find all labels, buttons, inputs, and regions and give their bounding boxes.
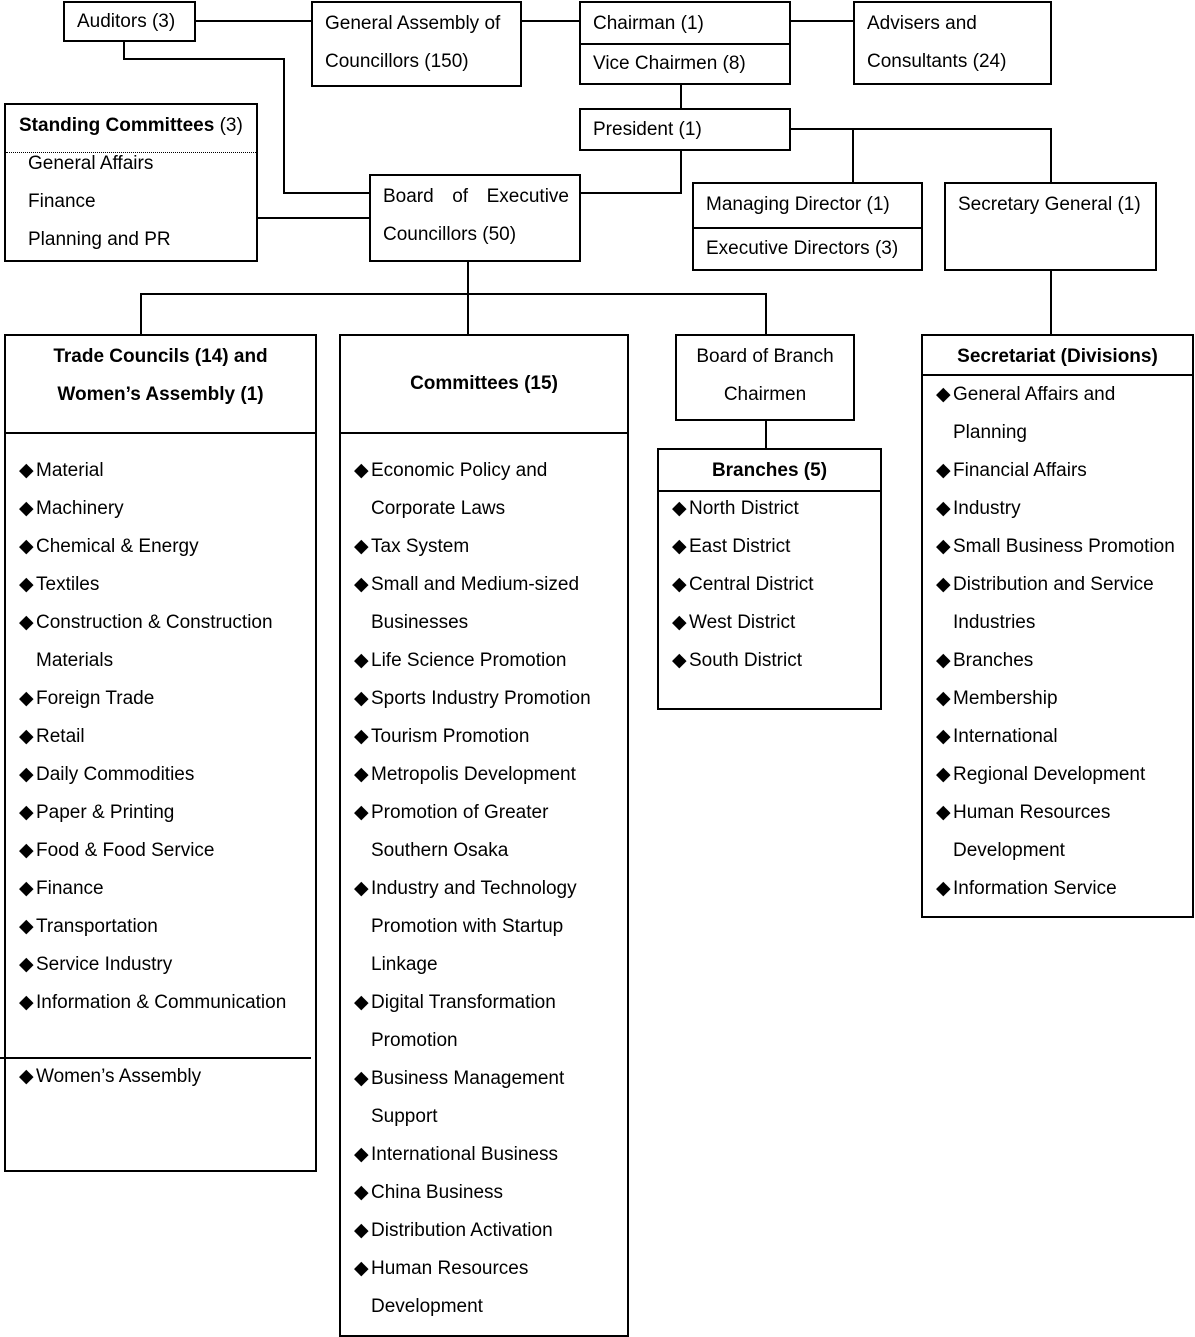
chairman-box bbox=[579, 1, 791, 85]
list-item: ◆ Transportation bbox=[19, 908, 309, 946]
diamond-icon: ◆ bbox=[19, 840, 34, 861]
managing-director-box bbox=[692, 182, 923, 271]
diamond-icon: ◆ bbox=[19, 460, 34, 481]
diamond-icon: ◆ bbox=[354, 460, 369, 481]
committees-list bbox=[354, 452, 624, 1326]
diamond-icon: ◆ bbox=[19, 764, 34, 785]
diamond-icon: ◆ bbox=[354, 726, 369, 747]
list-item: ◆ Material bbox=[19, 452, 309, 490]
branches-list bbox=[672, 490, 814, 680]
diamond-icon: ◆ bbox=[936, 802, 951, 823]
standing-item: Planning and PR bbox=[28, 229, 171, 250]
list-item: ◆ Digital Transformation Promotion bbox=[354, 984, 581, 1060]
list-item: ◆ Paper & Printing bbox=[19, 794, 309, 832]
line-board-bus bbox=[141, 294, 766, 335]
diamond-icon: ◆ bbox=[19, 878, 34, 899]
list-item: ◆ Metropolis Development bbox=[354, 756, 624, 794]
diamond-icon: ◆ bbox=[19, 992, 34, 1013]
list-item: ◆ West District bbox=[672, 604, 814, 642]
advisers-box bbox=[853, 1, 1052, 85]
list-item: ◆ Industry and Technology Promotion with Startup Linkage bbox=[354, 870, 601, 984]
auditors-label: Auditors (3) bbox=[77, 11, 176, 32]
list-item: ◆ Branches bbox=[936, 642, 1192, 680]
list-item: ◆ Food & Food Service bbox=[19, 832, 309, 870]
list-item: ◆ Retail bbox=[19, 718, 309, 756]
advisers-label-1: Advisers and bbox=[867, 13, 977, 34]
list-item: ◆ Business Management Support bbox=[354, 1060, 591, 1136]
list-item: ◆ Tax System bbox=[354, 528, 624, 566]
diamond-icon: ◆ bbox=[672, 536, 687, 557]
diamond-icon: ◆ bbox=[936, 878, 951, 899]
president-box bbox=[579, 108, 791, 151]
diamond-icon: ◆ bbox=[354, 802, 369, 823]
chairman-label: Chairman (1) bbox=[593, 13, 704, 34]
diamond-icon: ◆ bbox=[19, 574, 34, 595]
list-item: ◆ Women’s Assembly bbox=[19, 1058, 201, 1096]
list-item: ◆ Regional Development bbox=[936, 756, 1192, 794]
list-item: ◆ Life Science Promotion bbox=[354, 642, 624, 680]
diamond-icon: ◆ bbox=[354, 992, 369, 1013]
list-item: ◆ Promotion of Greater Southern Osaka bbox=[354, 794, 591, 870]
line-president-board bbox=[580, 150, 681, 193]
trade-councils-title-1: Trade Councils (14) and bbox=[53, 346, 268, 367]
list-item: ◆ Daily Commodities bbox=[19, 756, 309, 794]
president-label: President (1) bbox=[593, 119, 702, 140]
diamond-icon: ◆ bbox=[19, 612, 34, 633]
diamond-icon: ◆ bbox=[672, 574, 687, 595]
trade-councils-box bbox=[4, 334, 317, 1172]
list-item: ◆ Chemical & Energy bbox=[19, 528, 309, 566]
branches-box bbox=[657, 448, 882, 710]
diamond-icon: ◆ bbox=[354, 878, 369, 899]
branches-title: Branches (5) bbox=[711, 460, 828, 481]
diamond-icon: ◆ bbox=[672, 612, 687, 633]
trade-councils-title-2: Women’s Assembly (1) bbox=[57, 384, 264, 405]
standing-committees-title-text: Standing Committees bbox=[19, 115, 215, 136]
list-item: ◆ Financial Affairs bbox=[936, 452, 1192, 490]
list-item: ◆ Small Business Promotion bbox=[936, 528, 1192, 566]
diamond-icon: ◆ bbox=[19, 916, 34, 937]
list-item: ◆ International Business bbox=[354, 1136, 624, 1174]
standing-item: Finance bbox=[28, 191, 96, 212]
board-executive-label-2: Councillors (50) bbox=[383, 224, 517, 245]
list-item: ◆ North District bbox=[672, 490, 814, 528]
branch-board-label-2: Chairmen bbox=[723, 384, 807, 405]
diamond-icon: ◆ bbox=[354, 650, 369, 671]
committees-divider bbox=[341, 432, 627, 434]
diamond-icon: ◆ bbox=[354, 1220, 369, 1241]
managing-divider bbox=[694, 227, 921, 229]
diamond-icon: ◆ bbox=[354, 688, 369, 709]
diamond-icon: ◆ bbox=[354, 536, 369, 557]
list-item: ◆ Tourism Promotion bbox=[354, 718, 624, 756]
list-item: ◆ Distribution and Service Industries bbox=[936, 566, 1183, 642]
secretary-general-label: Secretary General (1) bbox=[958, 194, 1141, 215]
line-president-secgen bbox=[790, 129, 1051, 183]
list-item: ◆ Membership bbox=[936, 680, 1192, 718]
vice-chairmen-label: Vice Chairmen (8) bbox=[593, 53, 746, 74]
standing-committees-title bbox=[19, 107, 243, 145]
advisers-label-2: Consultants (24) bbox=[867, 51, 1007, 72]
list-item: ◆ Central District bbox=[672, 566, 814, 604]
standing-item: General Affairs bbox=[28, 153, 154, 174]
diamond-icon: ◆ bbox=[936, 764, 951, 785]
list-item: ◆ Machinery bbox=[19, 490, 309, 528]
diamond-icon: ◆ bbox=[936, 498, 951, 519]
diamond-icon: ◆ bbox=[19, 802, 34, 823]
diamond-icon: ◆ bbox=[936, 688, 951, 709]
managing-director-label: Managing Director (1) bbox=[706, 194, 890, 215]
branch-board-label-1: Board of Branch bbox=[696, 346, 834, 367]
list-item: ◆ South District bbox=[672, 642, 814, 680]
list-item: ◆ Industry bbox=[936, 490, 1192, 528]
executive-directors-label: Executive Directors (3) bbox=[706, 238, 899, 259]
womens-assembly-divider bbox=[0, 1057, 311, 1059]
list-item: ◆ Textiles bbox=[19, 566, 309, 604]
diamond-icon: ◆ bbox=[354, 764, 369, 785]
secretary-general-box bbox=[944, 182, 1157, 271]
list-item: ◆ East District bbox=[672, 528, 814, 566]
list-item: ◆ Distribution Activation bbox=[354, 1212, 624, 1250]
diamond-icon: ◆ bbox=[19, 726, 34, 747]
diamond-icon: ◆ bbox=[936, 460, 951, 481]
diamond-icon: ◆ bbox=[672, 650, 687, 671]
list-item: ◆ Construction & Construction Materials bbox=[19, 604, 296, 680]
diamond-icon: ◆ bbox=[19, 688, 34, 709]
list-item: ◆ Finance bbox=[19, 870, 309, 908]
committees-title: Committees (15) bbox=[410, 373, 558, 394]
list-item: ◆ Sports Industry Promotion bbox=[354, 680, 624, 718]
diamond-icon: ◆ bbox=[19, 954, 34, 975]
diamond-icon: ◆ bbox=[354, 1144, 369, 1165]
diamond-icon: ◆ bbox=[936, 536, 951, 557]
trade-councils-list bbox=[19, 452, 309, 1022]
list-item: ◆ China Business bbox=[354, 1174, 624, 1212]
trade-councils-divider bbox=[6, 432, 315, 434]
diamond-icon: ◆ bbox=[354, 1258, 369, 1279]
board-executive-box bbox=[369, 174, 581, 262]
list-item: ◆ Foreign Trade bbox=[19, 680, 309, 718]
secretariat-box bbox=[921, 334, 1194, 918]
list-item: ◆ Economic Policy and Corporate Laws bbox=[354, 452, 591, 528]
list-item: ◆ Human Resources Development bbox=[936, 794, 1143, 870]
diamond-icon: ◆ bbox=[936, 384, 951, 405]
diamond-icon: ◆ bbox=[19, 536, 34, 557]
general-assembly-label-2: Councillors (150) bbox=[325, 51, 469, 72]
branch-board-box bbox=[675, 334, 855, 421]
list-item: ◆ Information & Communication bbox=[19, 984, 309, 1022]
diamond-icon: ◆ bbox=[936, 726, 951, 747]
auditors-box bbox=[63, 1, 196, 42]
general-assembly-label-1: General Assembly of bbox=[325, 13, 501, 34]
diamond-icon: ◆ bbox=[936, 574, 951, 595]
list-item: ◆ International bbox=[936, 718, 1192, 756]
standing-committees-box bbox=[4, 103, 258, 262]
general-assembly-box bbox=[311, 1, 522, 87]
diamond-icon: ◆ bbox=[19, 1066, 34, 1087]
committees-box bbox=[339, 334, 629, 1337]
list-item: ◆ General Affairs and Planning bbox=[936, 376, 1153, 452]
diamond-icon: ◆ bbox=[354, 1068, 369, 1089]
list-item: ◆ Information Service bbox=[936, 870, 1192, 908]
standing-committees-count: (3) bbox=[219, 115, 243, 136]
list-item: ◆ Small and Medium-sized Businesses bbox=[354, 566, 601, 642]
secretariat-title: Secretariat (Divisions) bbox=[957, 346, 1158, 367]
diamond-icon: ◆ bbox=[19, 498, 34, 519]
diamond-icon: ◆ bbox=[354, 574, 369, 595]
list-item: ◆ Human Resources Development bbox=[354, 1250, 561, 1326]
diamond-icon: ◆ bbox=[672, 498, 687, 519]
secretariat-list bbox=[936, 376, 1192, 908]
list-item: ◆ Service Industry bbox=[19, 946, 309, 984]
board-executive-label-1: Board of Executive bbox=[383, 186, 569, 207]
diamond-icon: ◆ bbox=[354, 1182, 369, 1203]
diamond-icon: ◆ bbox=[936, 650, 951, 671]
womens-assembly-list bbox=[19, 1058, 201, 1096]
